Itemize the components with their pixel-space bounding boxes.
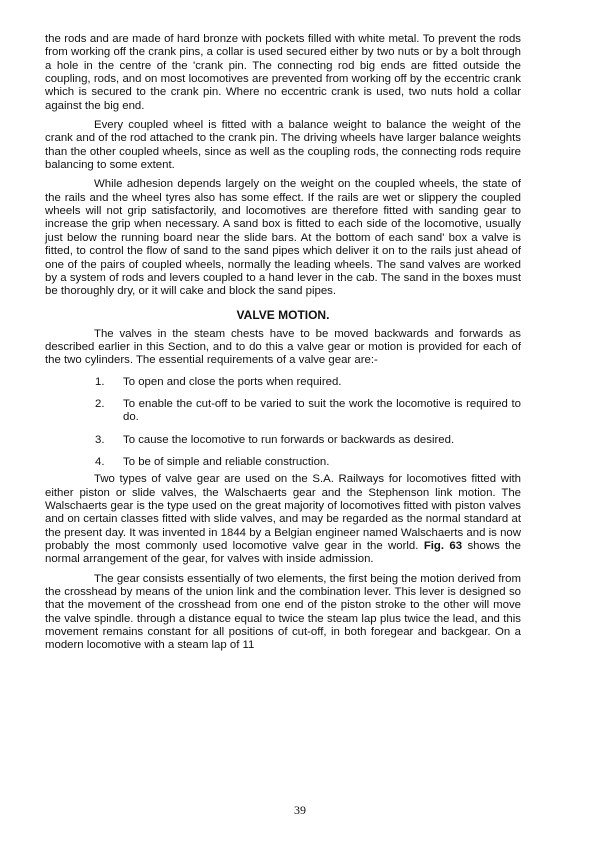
list-item-text: To be of simple and reliable construction. [123, 455, 330, 468]
paragraph-sanding-gear: While adhesion depends largely on the weight on the coupled wheels, the state of the rails and the wheel tyres also has some effect. If the rails are wet or slippery the coupled wheels will not grip satisfactorily, and locomotives are therefore fitted with sanding gear to increase the grip when necessary. A sand box is fitted to each side of the locomotive, usually just below the running board near the slide bars. At the bottom of each sand' box a valve is fitted, to control the flow of sand to the sand pipes which deliver it on to the rails just ahead of one of the pairs of coupled wheels, normally the leading wheels. The sand valves are worked by a system of rods and levers coupled to a hand lever in the cab. The sand in the boxes must be thoroughly dry, or it will cake and block the sand pipes. [45, 178, 521, 298]
section-heading: VALVE MOTION. [236, 307, 330, 322]
list-item [45, 456, 521, 469]
text-run: Two types of valve gear are used on the S.A. Railways for locomotives fitted with either piston or slide valves, the Walschaerts gear and the Stephenson link motion. The Walschaerts gear is the type used on the great majority of locomotives fitted with piston valves and on certain classes fitted with slide valves, and may be regarded as the normal standard at the present day. It was invented in 1844 by a Belgian engineer named Walschaerts and is now probably the most commonly used locomotive valve gear in the world. [45, 473, 521, 552]
paragraph-balance-weight: Every coupled wheel is fitted with a balance weight to balance the weight of the crank and of the rod attached to the crank pin. The driving wheels have larger balance weights than the other coupled wheels, since as well as the coupling rods, the connecting rods require balancing to some extent. [45, 119, 521, 172]
list-item-number: 3. [95, 433, 105, 446]
requirements-list [45, 376, 521, 470]
figure-reference: Fig. 63 [423, 540, 463, 552]
list-item [45, 434, 521, 447]
paragraph-valve-intro: The valves in the steam chests have to be moved backwards and forwards as described earlier in this Section, and to do this a valve gear or motion is provided for each of the two cylinders. The essential requirements of a valve gear are:- [45, 327, 521, 367]
list-item [45, 398, 521, 425]
list-item-number: 2. [95, 397, 105, 410]
text-run: shows the normal arrangement of the gear, for valves with inside admission. [45, 540, 521, 566]
paragraph-valve-gear-types [45, 473, 521, 566]
list-item-text: To cause the locomotive to run forwards or backwards as desired. [123, 433, 455, 446]
list-item-number: 4. [95, 455, 105, 468]
page-number: 39 [294, 803, 306, 817]
list-item-text: To open and close the ports when required. [123, 375, 342, 388]
list-item-number: 1. [95, 375, 105, 388]
paragraph-gear-elements: The gear consists essentially of two elements, the first being the motion derived from the crosshead by means of the union link and the combination lever. This lever is designed so that the movement of the crosshead from one end of the piston stroke to the other will move the valve spindle. through a distance equal to twice the steam lap plus twice the lead, and this movement remains constant for all positions of cut-off, in both foregear and backgear. On a modern locomotive with a steam lap of 11 [45, 572, 521, 652]
document-body [45, 33, 521, 653]
list-item-text: To enable the cut-off to be varied to suit the work the locomotive is required to do. [123, 397, 521, 424]
paragraph-rods: the rods and are made of hard bronze with pockets filled with white metal. To prevent the rods from working off the crank pins, a collar is used secured either by two nuts or by a bolt through a hole in the centre of the 'crank pin. The connecting rod big ends are fitted outside the coupling, rods, and on most locomotives are prevented from working off by the eccentric crank which is secured to the crank pin. Where no eccentric crank is used, two nuts hold a collar against the big end. [45, 33, 521, 112]
list-item [45, 376, 521, 389]
